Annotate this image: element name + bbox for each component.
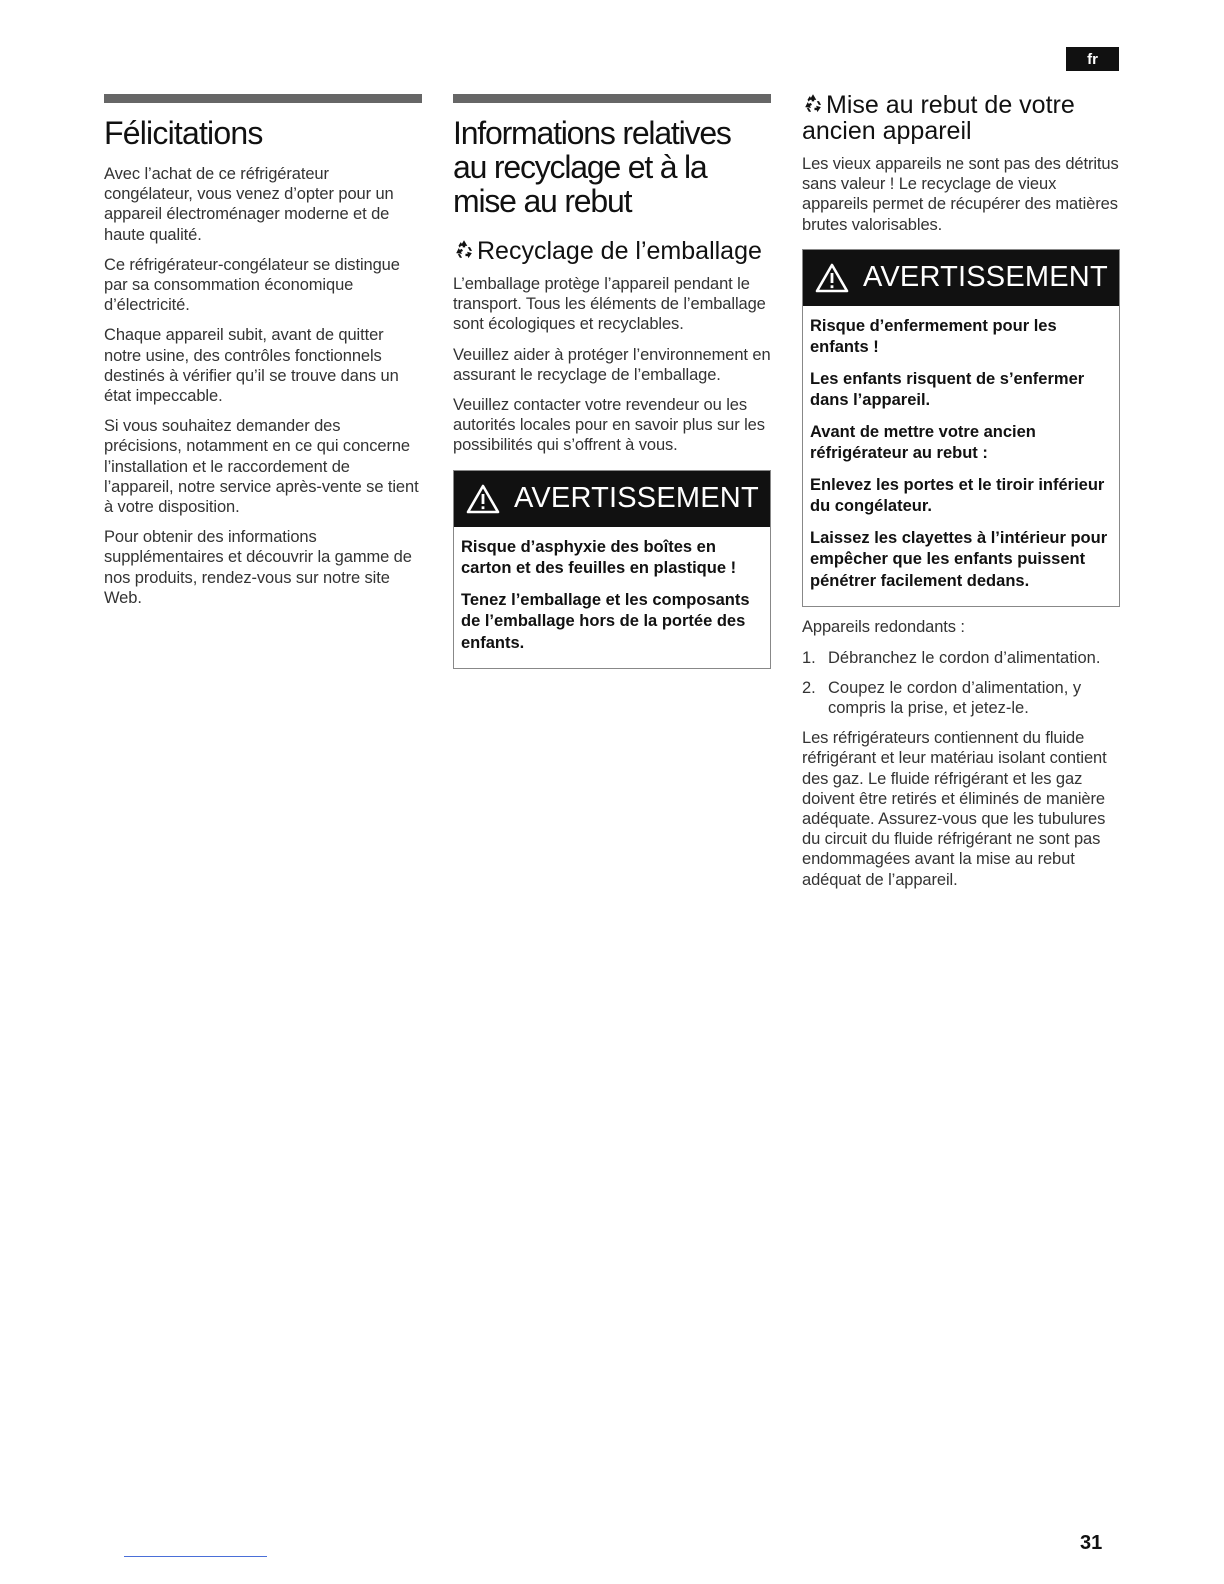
warning-line: Avant de mettre votre ancien réfrigérateur au rebut : — [810, 422, 1036, 463]
subsection-title — [453, 238, 771, 264]
warning-line: Enlevez les portes et le tiroir inférieur du congélateur. — [810, 475, 1105, 516]
warning-triangle-icon — [815, 263, 849, 293]
warning-box — [453, 470, 771, 670]
section-title: Informations relatives au recyclage et à la mise au rebut — [453, 115, 731, 219]
section-disposal — [802, 92, 1120, 900]
paragraph: Veuillez aider à protéger l’environnement en assurant le recyclage de l’emballage. — [453, 345, 771, 384]
section-rule — [453, 94, 771, 103]
warning-triangle-icon — [466, 484, 500, 514]
paragraph: Les vieux appareils ne sont pas des détritus sans valeur ! Le recyclage de vieux appareils permet de récupérer des matières brutes valorisables. — [802, 155, 1119, 234]
section-title: Félicitations — [104, 115, 263, 151]
warning-label: AVERTISSEMENT — [863, 261, 1108, 294]
section-rule — [104, 94, 422, 103]
warning-label: AVERTISSEMENT — [514, 482, 759, 515]
language-badge: fr — [1066, 47, 1119, 71]
step-number: 1. — [802, 648, 816, 667]
list-item — [802, 648, 1120, 668]
warning-line: Les enfants risquent de s’enfermer dans l’appareil. — [810, 369, 1085, 410]
warning-header — [803, 250, 1119, 306]
warning-body — [803, 306, 1119, 607]
paragraph: Avec l’achat de ce réfrigérateur congélateur, vous venez d’opter pour un appareil électroménager moderne et de haute qualité. — [104, 165, 394, 244]
step-text: Coupez le cordon d’alimentation, y compris la prise, et jetez-le. — [828, 678, 1082, 717]
paragraph: L’emballage protège l’appareil pendant le transport. Tous les éléments de l’emballage sont écologiques et recyclables. — [453, 275, 766, 334]
warning-body — [454, 527, 770, 669]
paragraph: Si vous souhaitez demander des précisions, notamment en ce qui concerne l’installation et le raccordement de l’appareil, notre service après-vente se tient à votre disposition. — [104, 417, 419, 517]
footer-rule — [124, 1556, 267, 1557]
step-number: 2. — [802, 678, 816, 697]
warning-line: Risque d’enfermement pour les enfants ! — [810, 316, 1057, 357]
steps-list — [802, 648, 1120, 719]
list-item — [802, 678, 1120, 718]
paragraph: Chaque appareil subit, avant de quitter notre usine, des contrôles fonctionnels destinés à vérifier qu’il se trouve dans un état impeccable. — [104, 326, 399, 406]
warning-line: Laissez les clayettes à l’intérieur pour empêcher que les enfants puissent pénétrer facilement dedans. — [810, 528, 1108, 590]
warning-header — [454, 471, 770, 527]
warning-box — [802, 249, 1120, 608]
section-recycling-info — [453, 94, 771, 679]
paragraph: Les réfrigérateurs contiennent du fluide réfrigérant et leur matériau isolant contient des gaz. Le fluide réfrigérant et les gaz doivent être retirés et éliminés de manière adéquate. Assurez-vous que les tubulures du circuit du fluide réfrigérant ne sont pas endommagées avant la mise au rebut adéquat de l’appareil. — [802, 729, 1107, 889]
recycle-icon — [453, 238, 475, 260]
paragraph: Ce réfrigérateur-congélateur se distingue par sa consommation économique d’électricité. — [104, 255, 400, 315]
subsection-title-text: Recyclage de l’emballage — [477, 237, 762, 265]
subsection-title — [802, 92, 1120, 144]
page-number: 31 — [1080, 1532, 1103, 1554]
paragraph: Appareils redondants : — [802, 618, 965, 637]
warning-line: Risque d’asphyxie des boîtes en carton et des feuilles en plastique ! — [461, 537, 737, 578]
subsection-title-text: Mise au rebut de votre ancien appareil — [802, 91, 1075, 145]
recycle-icon — [802, 92, 824, 114]
section-felicitations — [104, 94, 422, 618]
paragraph: Veuillez contacter votre revendeur ou les autorités locales pour en savoir plus sur les possibilités qui s’offrent à vous. — [453, 396, 765, 455]
warning-line: Tenez l’emballage et les composants de l’emballage hors de la portée des enfants. — [461, 590, 750, 652]
paragraph: Pour obtenir des informations supplémentaires et découvrir la gamme de nos produits, rendez-vous sur notre site Web. — [104, 528, 412, 607]
step-text: Débranchez le cordon d’alimentation. — [828, 648, 1101, 667]
